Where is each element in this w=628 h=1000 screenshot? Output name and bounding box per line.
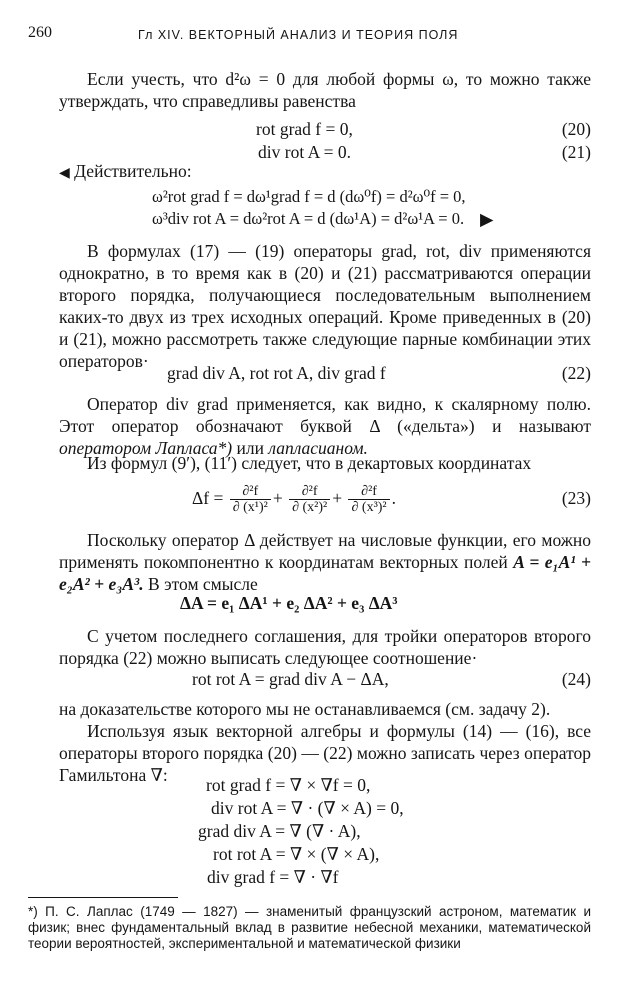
proof-intro-text: Действительно:: [74, 161, 192, 181]
laplace-operator-term: оператором Лапласа*): [59, 438, 233, 458]
vector-decomposition: A = e₁A¹ + e₂A² + e₃A³.: [59, 552, 591, 594]
equation-20: rot grad f = 0,: [256, 119, 353, 139]
nabla-identity-2: div rot A = ∇ · (∇ × A) = 0,: [211, 798, 404, 818]
nabla-identity-4: rot rot A = ∇ × (∇ × A),: [213, 844, 380, 864]
nabla-identity-5: div grad f = ∇ · ∇f: [207, 867, 339, 887]
equation-24: rot rot A = grad div A − ΔA,: [192, 669, 389, 689]
proof-start-icon: ◀: [59, 166, 70, 181]
equation-21-number: (21): [561, 142, 591, 162]
page-header: [28, 24, 600, 44]
eq23-term-1: $\frac{\text{∂²f}}{\text{∂ (x¹)²}}$: [230, 484, 271, 515]
proof-line-1: ω²rot grad f = dω¹grad f = d (dω⁰f) = d²ω⁰f = 0,: [152, 187, 466, 206]
laplacian-of-vector: ΔA = e₁ ΔA¹ + e₂ ΔA² + e₃ ΔA³: [180, 593, 398, 613]
componentwise-text: Поскольку оператор Δ действует на числовые функции, его можно применять покомпонентно к координатам векторных полей: [59, 530, 591, 572]
laplace-text-a: Оператор div grad применяется, как видно, к скалярному полю. Этот оператор обозначают буквой Δ («дельта») и называют: [59, 394, 591, 436]
paragraph-agreement: С учетом последнего соглашения, для тройки операторов второго порядка (22) можно выписать следующее соотношение·: [59, 626, 591, 668]
footnote-divider: [28, 897, 178, 898]
paragraph-laplace: [59, 393, 591, 459]
paragraph-proof-note: на доказательстве которого мы не останавливаемся (см. задачу 2).: [59, 699, 551, 719]
laplacian-term: лапласианом.: [268, 438, 368, 458]
proof-end-icon: ▶: [480, 209, 494, 229]
nabla-identity-1: rot grad f = ∇ × ∇f = 0,: [206, 775, 371, 795]
componentwise-tail: В этом смысле: [148, 574, 258, 594]
laplace-text-or: или: [236, 438, 264, 458]
paragraph-cartesian: Из формул (9′), (11′) следует, что в декартовых координатах: [87, 453, 532, 473]
page-number: 260: [28, 24, 52, 41]
paragraph-componentwise: [59, 529, 591, 595]
equation-23: Δf = $\frac{\text{∂²f}}{\text{∂ (x¹)²}}$ + $\frac{\text{∂²f}}{\text{∂ (x²)²}}$ + $\frac{\text{∂²f}}{\text{∂ (x³)²}}$ .: [192, 484, 396, 516]
paragraph-intro: Если учесть, что d²ω = 0 для любой формы ω, то можно также утверждать, что справедливы равенства: [59, 69, 591, 111]
equation-21: div rot A = 0.: [258, 142, 352, 162]
running-title: Гл XIV. ВЕКТОРНЫЙ АНАЛИЗ И ТЕОРИЯ ПОЛЯ: [138, 28, 459, 42]
eq23-term-2: $\frac{\text{∂²f}}{\text{∂ (x²)²}}$: [289, 484, 330, 515]
eq23-term-3: $\frac{\text{∂²f}}{\text{∂ (x³)²}}$: [348, 484, 389, 515]
paragraph-hamilton: Используя язык векторной алгебры и формулы (14) — (16), все операторы второго порядка (20) — (22) можно записать через оператор Гамильтона ∇:: [59, 721, 591, 785]
equation-22: grad div A, rot rot A, div grad f: [167, 363, 386, 383]
proof-intro: [59, 160, 192, 185]
footnote-laplace: *) П. С. Лаплас (1749 — 1827) — знаменитый французский астроном, математик и физик; внес фундаментальный вклад в развитие небесной механики, математической теории вероятностей, экспериментальной и математической физики: [28, 904, 591, 951]
nabla-identity-3: grad div A = ∇ (∇ · A),: [198, 821, 361, 841]
equation-20-number: (20): [561, 119, 591, 139]
paragraph-operators: В формулах (17) — (19) операторы grad, rot, div применяются однократно, в то время как в (20) и (21) рассматриваются операции второго порядка, получающиеся последовательным выполнением каких-то двух из трех исходных операций. Кроме приведенных в (20) и (21), можно рассмотреть также следующие парные комбинации этих операторов·: [59, 241, 591, 371]
equation-22-number: (22): [561, 363, 591, 383]
proof-line-2: ω³div rot A = dω²rot A = d (dω¹A) = d²ω¹A = 0.: [152, 209, 465, 228]
eq23-lhs: Δf =: [192, 488, 224, 508]
equation-23-number: (23): [561, 488, 591, 508]
equation-24-number: (24): [561, 669, 591, 689]
